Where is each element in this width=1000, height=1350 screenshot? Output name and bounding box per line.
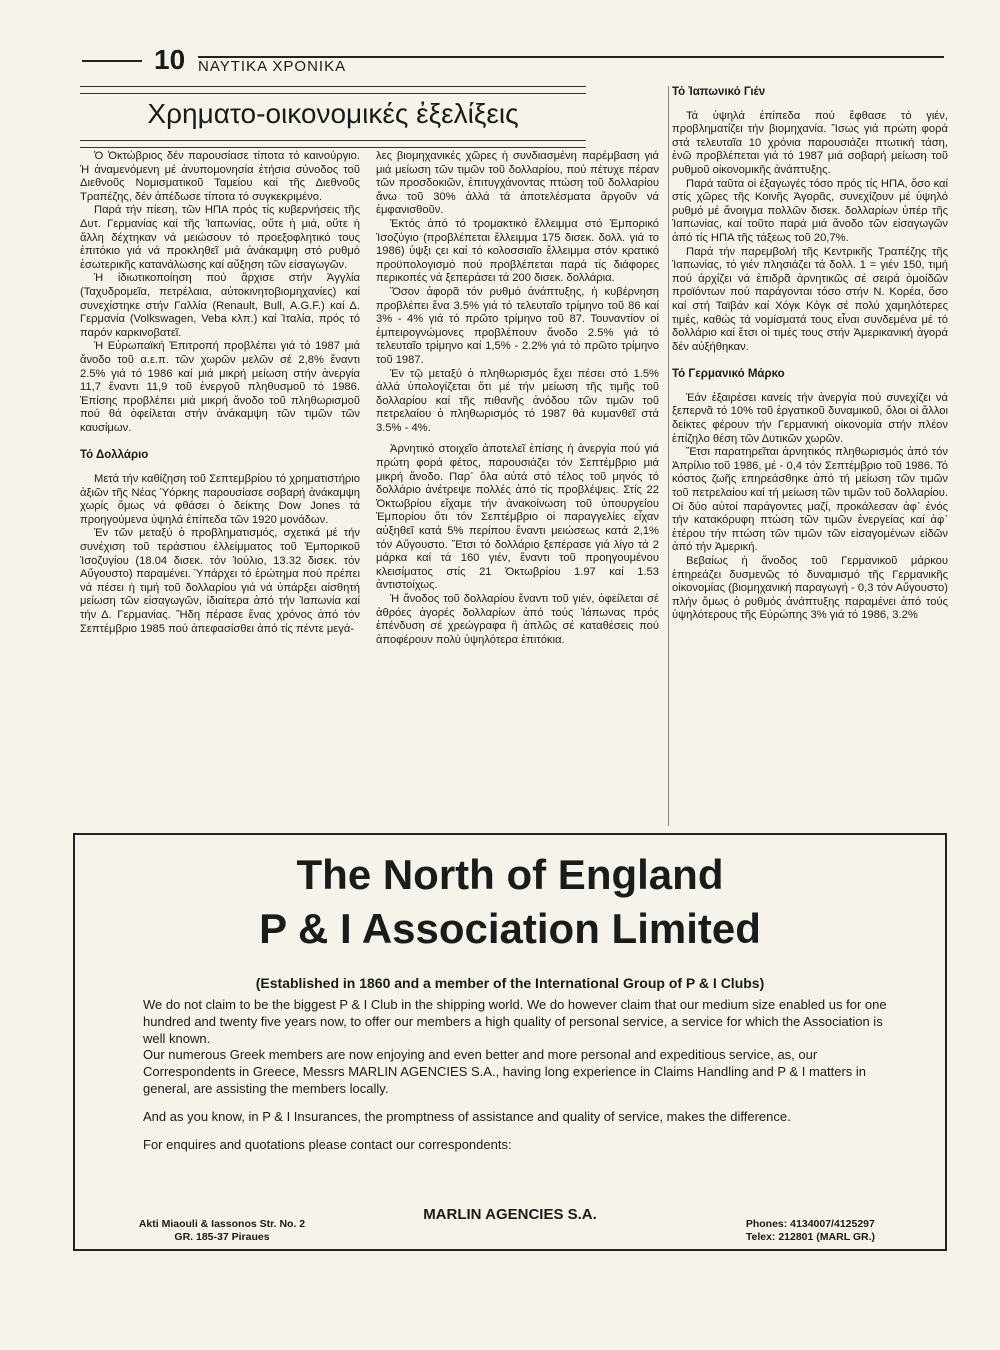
article-column-2 xyxy=(376,150,659,647)
ad-company-name: MARLIN AGENCIES S.A. xyxy=(423,1206,597,1223)
ad-paragraph: For enquires and quotations please contact our correspondents: xyxy=(143,1136,512,1152)
section-heading-yen: Τό Ἰαπωνικό Γιέν xyxy=(672,86,766,98)
title-rule-top xyxy=(80,86,586,94)
ad-title-line1: The North of England xyxy=(296,851,724,898)
ad-phones: Phones: 4134007/4125297 xyxy=(745,1218,875,1230)
ad-body xyxy=(143,997,893,1164)
page-number: 10 xyxy=(154,44,186,75)
section-heading-mark: Τό Γερμανικό Μάρκο xyxy=(672,368,785,381)
paragraph: Βεβαίως ἡ ἄνοδος τοῦ Γερμανικοῦ μάρκου ἐπηρεάζει δυσμενῶς τό δυναμισμό τῆς Γερμανικῆς οἰκονομίας (βιομηχανική παραγωγή - 0,3 τόν Αὔγουστο) πλήν ὅμως ὁ ρυθμός ἀνάπτυξης παραμένει ἀπό τούς ὑψηλότερους τῆς Εὐρώπης 3% γιά τό 1986, 3.2% xyxy=(672,555,948,622)
article-column-3 xyxy=(672,86,948,623)
paragraph: Ἡ ἰδιωτικοποίηση πού ἄρχισε στήν Ἀγγλία (Ταχυδρομεῖα, πετρέλαια, αὐτοκινητοβιομηχανίες) καί συνεχίστηκε στήν Γαλλία (Renault, Bull, A.G.F.) καί Δ. Γερμανία (Volkswagen, Veba κλπ.) καί Ἰταλία, πρός τό παρόν καρκινοβατεῖ. xyxy=(80,272,360,339)
article-column-1 xyxy=(80,150,360,636)
paragraph: Μετά τήν καθίζηση τοῦ Σεπτεμβρίου τό χρηματιστήριο ἀξιῶν τῆς Νέας Ὑόρκης παρουσίασε σοβαρή ἀνάκαμψη χωρίς ὅμως νά φθάσει ὁ δείκτης Dow Jones τά προηγούμενα ὑψηλά ἐπίπεδα τῶν 1920 μονάδων. xyxy=(80,473,360,526)
title-rule-bottom xyxy=(80,140,586,148)
paragraph: Ἐάν ἐξαιρέσει κανείς τήν ἀνεργία πού συνεχίζει νά ξεπερνᾶ τό 10% τοῦ ἐργατικοῦ δυναμικοῦ, ὅλοι οἱ ἄλλοι δείκτες φέρουν τήν Γερμανική οἰκονομία στήν πλέον ἐπίζηλο θέση τῶν Δυτικῶν χωρῶν. xyxy=(672,391,948,445)
paragraph: Παρά τήν παρεμβολή τῆς Κεντρικῆς Τραπέζης τῆς Ἰαπωνίας, τό γιέν πλησιάζει τά δολλ. 1 = γιέν 150, τιμή πού ἀρχίζει νά ἐπιδρᾶ ἀρνητικῶς σέ σειρά ὁμοίδῶν προϊόντων πού παράγονται τόσο στήν Ν. Κορέα, ὅσο καί στή Ταϊβάν καί Χόγκ Κόγκ σέ πολύ χαμηλότερες τιμές, καθώς τά νομίσματά τους εἶναι συνδεμένα μέ τό δολλάριο καί ἔτσι οἱ τιμές τους στήν Ἀμερικανική ἀγορά δέν αὐξήθηκαν. xyxy=(672,245,948,353)
ad-subtitle: (Established in 1860 and a member of the International Group of P & I Clubs) xyxy=(255,975,765,991)
page-header xyxy=(82,46,944,76)
advertisement xyxy=(73,833,947,1251)
paragraph: Ὁ Ὀκτώβριος δέν παρουσίασε τίποτα τό καινούργιο. Ἡ ἀναμενόμενη μέ ἀνυπομονησία ἐτήσια σύνοδος τοῦ Διεθνοῦς Νομισματικοῦ Ταμείου καί τῆς Διεθνοῦς Τραπέζης, δέν ἀπέδωσε τίποτα τό συγκεκριμένο. xyxy=(80,150,360,203)
paragraph: Ἡ Εὐρωπαϊκή Ἐπιτροπή προβλέπει γιά τό 1987 μιά ἄνοδο τοῦ α.ε.π. τῶν χωρῶν μελῶν σέ 2,8% ἔναντι 2.5% γιά τό 1986 καί μιά μικρή μείωση στήν ἀνεργία 11,7 ἔναντι 11,9 τοῦ ἐνεργοῦ πληθυσμοῦ τό 1986. Ἐπίσης προβλέπει μιά μικρή ἄνοδο τοῦ πληθωρισμοῦ πού θά ὀφείλεται στήν ἀνάκαμψη τῶν τιμῶν τῶν καυσίμων. xyxy=(80,340,360,434)
paragraph: Ἐν τῷ μεταξύ ὁ πληθωρισμός ἔχει πέσει στό 1.5% ἀλλά ὑπολογίζεται ὅτι μέ τήν μείωση τῆς τιμῆς τοῦ δολλαρίου καί τῆς πιθανῆς ἀνόδου τῶν τιμῶν τοῦ πετρελαίου ὁ πληθωρισμός τό 1987 θά κυμανθεῖ στά 3.5% - 4%. xyxy=(376,367,659,434)
paragraph: Ἐν τῶν μεταξύ ὁ προβληματισμός, σχετικά μέ τήν συνέχιση τοῦ τεράστιου ἐλλείμματος τοῦ Ἐμπορικοῦ Ἰσοζυγίου (18.04 δισεκ. τόν Ἰούλιο, 13.32 δισεκ. τόν Αὔγουστο) παραμένει. Ὑπάρχει τό ἐρώτημα πού πρέπει νά πέσει ἡ τιμή τοῦ δολλαρίου γιά νά ὑπάρξει αἰσθητή μείωση τῶν εἰσαγωγῶν, ἰδιαίτερα ἀπό τήν Ἰαπωνία καί τήν Δ. Γερμανίας. Ἤδη πέρασε ἕνας χρόνος ἀπό τόν Σεπτέμβριο 1985 πού ἀπεφασίσθει ἀπό τίς πέντε μεγά- xyxy=(80,527,360,635)
ad-paragraph: We do not claim to be the biggest P & I Club in the shipping world. We do however claim that our medium size enabled us for one hundred and twenty five years now, to offer our members a high quality of personal service, a service for which the Association is well known. Our numerous Greek members are now enjoying and even better and more personal and expeditious service, as, our Correspondents in Greece, Messrs MARLIN AGENCIES S.A., having long experience in Claims Handling and P & I matters in general, are assisting the members locally. xyxy=(143,997,887,1096)
paragraph: Ὅσον ἀφορᾶ τόν ρυθμό ἀνάπτυξης, ἡ κυβέρνηση προβλέπει ἕνα 3.5% γιά τό τελευταῖο τρίμηνο τοῦ 86 καί 3% - 4% γιά τό πρῶτο τρίμηνο τοῦ 87. Τουναντίον οἱ ἐμπειρογνώμονες προβλέπουν ἄνοδο 2.5% γιά τό τελευταῖο τρίμηνο καί 1,5% - 2.2% γιά τό πρῶτο τρίμηνο τοῦ 1987. xyxy=(376,285,659,366)
ad-paragraph: And as you know, in P & I Insurances, the promptness of assistance and quality of service, makes the difference. xyxy=(143,1108,791,1124)
article-title: Χρηματο-οικονομικές ἐξελίξεις xyxy=(147,98,519,129)
ad-address-line1: Akti Miaouli & Iassonos Str. No. 2 xyxy=(138,1218,306,1230)
paragraph: Παρά ταῦτα οἱ ἐξαγωγές τόσο πρός τίς ΗΠΑ, ὅσο καί στίς χῶρες τῆς Κοινῆς Ἀγορᾶς, συνεχίζουν μέ ὑψηλό ρυθμό μέ ἄνοιγμα πολλῶν δισεκ. δολλαρίων ὑπέρ τῆς Ἰαπωνίας, καί τοῦτο παρά μιά ἄνοδο τῶν εἰσαγωγῶν ἀπό τίς ΗΠΑ τῆς τάξεως τοῦ 20,7%. xyxy=(672,177,948,244)
ad-address xyxy=(137,1218,307,1244)
section-heading-dollar: Τό Δολλάριο xyxy=(80,449,149,462)
paragraph: λες βιομηχανικές χῶρες ἡ συνδιασμένη παρέμβαση γιά μιά μείωση τῶν τιμῶν τοῦ δολλαρίου, πού πέτυχε πέραν τῶν προσδοκιῶν, ἐπιτυγχάνοντας πτώση τοῦ δολλαρίου ἄνω τοῦ 30% ἀλλά τά ἀποτελέσματα ἄργοῦν νά ἐμφανισθοῦν. xyxy=(376,150,659,217)
paragraph: Ἡ ἄνοδος τοῦ δολλαρίου ἔναντι τοῦ γιέν, ὀφείλεται σέ ἀθρόες ἀγορές δολλαρίων ἀπό τούς Ἰάπωνας πρός ἐπένδυση σέ χρεώγραφα ἢ ἁπλῶς σέ καταθέσεις πού ἀποφέρουν πολύ ὑψηλότερα ἐπιτόκια. xyxy=(376,593,659,646)
ad-telex: Telex: 212801 (MARL GR.) xyxy=(745,1231,875,1243)
ad-contact xyxy=(746,1218,875,1244)
paragraph: Ἐκτός ἀπό τό τρομακτικό ἔλλειμμα στό Ἐμπορικό Ἰσοζύγιο (προβλέπεται ἔλλειμμα 175 δισεκ. δολλ. γιά το 1986) ὑψξι ςει καί τό κολοσσιαῖο ἔλλειμμα στόν κρατικό προϋπολογισμό πού προβλέπεται παρά τίς διάφορες περικοπές νά ξεπεράσει τά 200 δισεκ. δολλάρια. xyxy=(376,217,659,285)
header-rule-left xyxy=(82,60,142,62)
ad-address-line2: GR. 185-37 Piraues xyxy=(174,1231,270,1243)
article-title-box xyxy=(80,86,586,148)
paragraph: Ἔτσι παρατηρεῖται ἀρνητικός πληθωρισμός ἀπό τόν Ἀπρίλιο τοῦ 1986, μέ - 0,4 τόν Σεπτέμβριο τοῦ 1986. Τό κόστος ζωῆς επηρεάσθηκε ἀπό τή μείωση τῶν τιμῶν τοῦ πετρελαίου καί τή μείωση τῶν τιμῶν τοῦ δολλαρίου. Οἱ δύο αὐτοί παράγοντες μαζί, προκάλεσαν ἀφ᾿ ἑνός τήν κατακόρυφη πτώση τῶν τιμῶν ἐνεργείας καί ἀφ᾿ ἑτέρου τήν πτώση τῶν τιμῶν τῶν εἰσαγομένων εἰδῶν ἀπό τήν Ἀμερική. xyxy=(672,446,948,554)
column-divider xyxy=(668,86,669,826)
journal-title: ΝΑΥΤΙΚΑ ΧΡΟΝΙΚΑ xyxy=(198,58,347,75)
paragraph: Παρά τήν πίεση, τῶν ΗΠΑ πρός τίς κυβερνήσεις τῆς Δυτ. Γερμανίας καί τῆς Ἰαπωνίας, οὔτε ἡ μιά, οὔτε ἡ ἄλλη δέχτηκαν νά μειώσουν τό προεξοφλητικό τους ἐπιτόκιο γιά νά προκληθεῖ μιά ἀνάκαμψη στό ρυθμό ἐσωτερικῆς κατανάλωσης καί αὔξηση τῶν εἰσαγωγῶν. xyxy=(80,204,360,271)
ad-title-line2: P & I Association Limited xyxy=(259,905,761,952)
paragraph: Τά ὑψηλά ἐπίπεδα πού ἔφθασε τό γιέν, προβληματίζει τήν βιομηχανία. Ἴσως γιά πρώτη φορά στά τελευταῖα 10 χρόνια παρουσιάζει πτωτική τάση, ἐνῶ προβλέπεται γιά τό 1987 μιά σοβαρή μείωση τοῦ ρυθμοῦ οἰκονομικῆς ἀνάπτυξης. xyxy=(672,109,948,176)
paragraph: Ἀρνητικό στοιχεῖο ἀποτελεῖ ἐπίσης ἡ ἀνεργία πού γιά πρώτη φορά φέτος, παρουσιάζει τόν Σεπτέμβριο μιά μικρή ἄνοδο. Παρ᾿ ὅλα αὐτά στό τέλος τοῦ μηνός τό δολλάριο ἀνέτρεψε πολλές ἀπό τίς προβλέψεις. Στίς 22 Ὀκτωβρίου εἴχαμε τήν ἀνακοίνωση τοῦ ὑπουργείου Ἐμπορίου ὅτι τόν Σεπτέμβριο οἱ παραγγελίες εἶχαν αὐξηθεῖ κατά 5% περίπου ἔναντι μειώσεως κατά 2,1% τόν Αὔγουστο. Ἔτσι τό δολλάριο ξεπέρασε γιά λίγο τά 2 μάρκα καί τά 160 γιέν, ἔναντι τοῦ προηγουμένου κλεισίματος στίς 21 Ὀκτωβρίου 1.97 καί 1.53 ἀντιστοίχως. xyxy=(376,443,659,592)
